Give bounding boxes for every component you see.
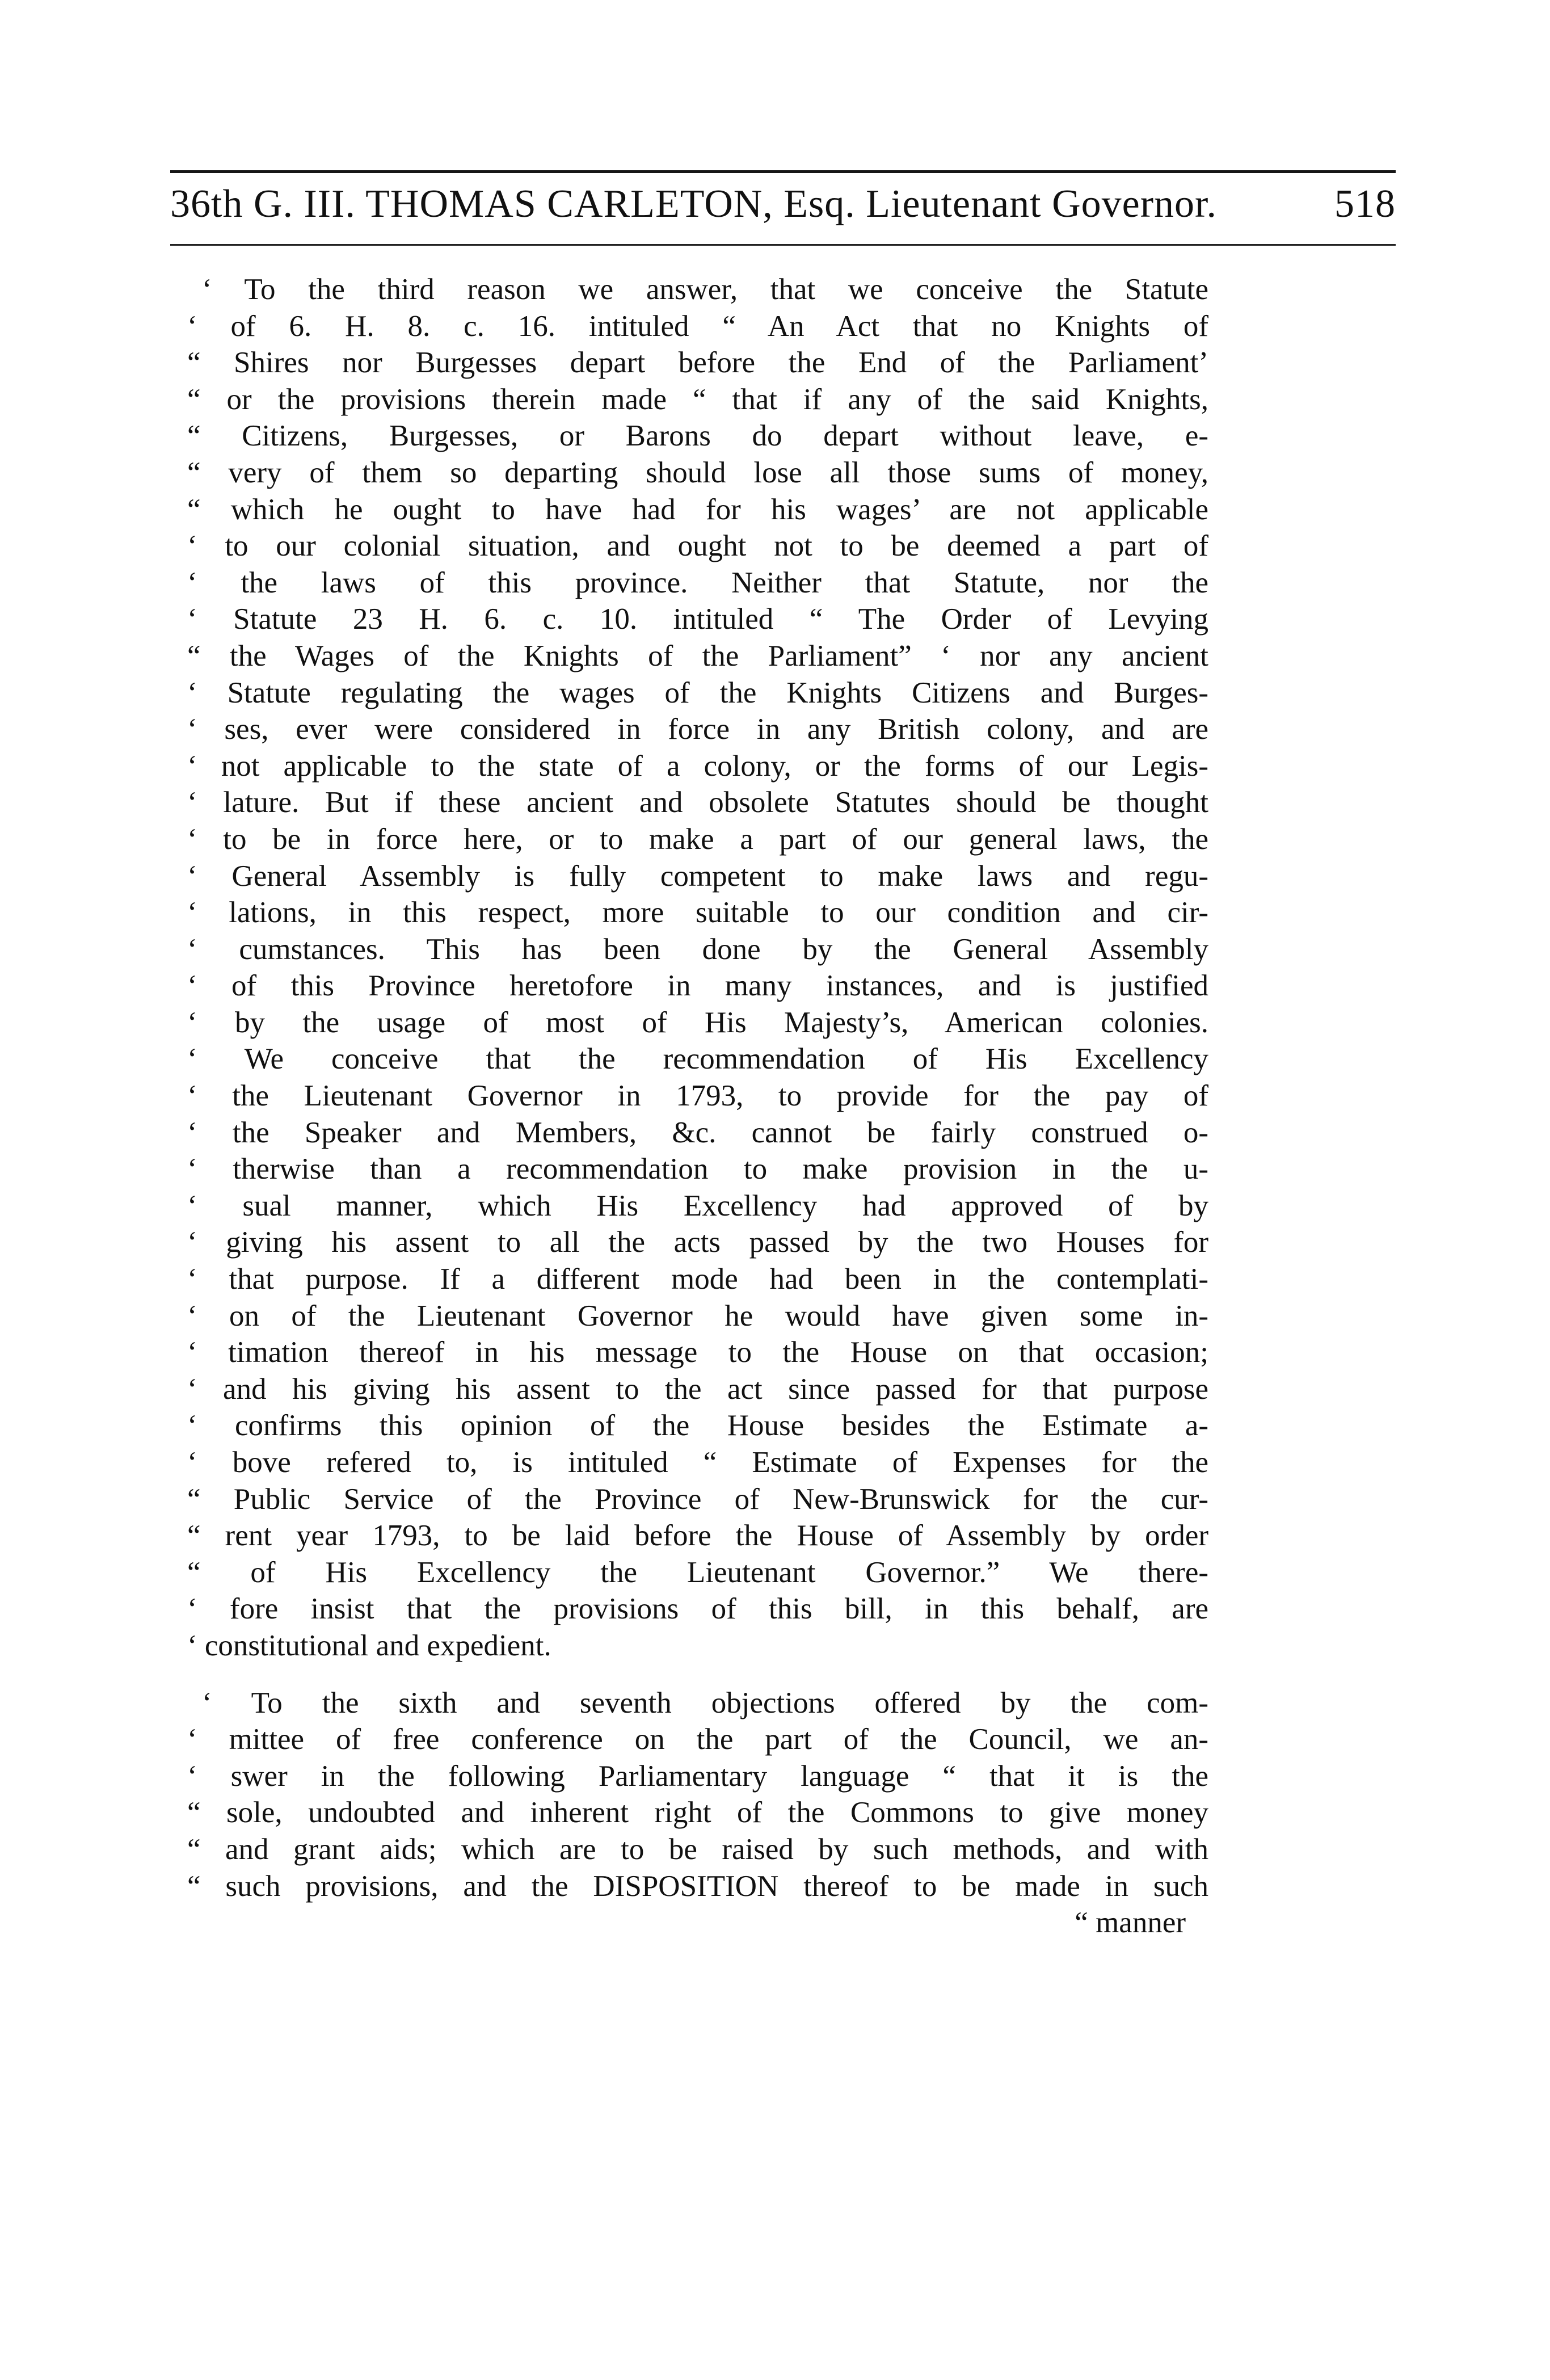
text-line: ‘ to our colonial situation, and ought not to be deemed a part of [187,529,1208,563]
text-line: ‘ by the usage of most of His Majesty’s, American colonies. [187,1006,1208,1039]
text-line: ‘ and his giving his assent to the act since passed for that purpose [187,1372,1208,1406]
paragraph-2 [187,1685,1208,1941]
text-line: “ Citizens, Burgesses, or Barons do depart without leave, e- [187,419,1208,453]
text-line: ‘ timation thereof in his message to the House on that occasion; [187,1336,1208,1369]
text-line: “ very of them so departing should lose all those sums of money, [187,456,1208,489]
text-line: “ rent year 1793, to be laid before the House of Assembly by order [187,1519,1208,1553]
paragraph-separator [187,1664,1208,1685]
text-line: ‘ the laws of this province. Neither that Statute, nor the [187,566,1208,599]
running-header [170,182,1396,238]
text-line: ‘ Statute 23 H. 6. c. 10. intituled “ The Order of Levying [187,603,1208,636]
text-line: “ or the provisions therein made “ that if any of the said Knights, [187,382,1208,416]
text-line: ‘ of this Province heretofore in many instances, and is justified [187,969,1208,1003]
text-line: “ such provisions, and the DISPOSITION thereof to be made in such [187,1869,1208,1903]
text-line: ‘ Statute regulating the wages of the Knights Citizens and Burges- [187,676,1208,709]
text-line: “ Public Service of the Province of New-Brunswick for the cur- [187,1482,1208,1516]
text-line: “ Shires nor Burgesses depart before the End of the Parliament’ [187,346,1208,380]
header-bottom-rule [170,244,1396,246]
page-number: 518 [1334,182,1396,226]
text-line: ‘ General Assembly is fully competent to make laws and regu- [187,859,1208,893]
header-top-rule [170,170,1396,173]
text-line: ‘ therwise than a recommendation to make provision in the u- [187,1153,1208,1186]
text-line: ‘ of 6. H. 8. c. 16. intituled “ An Act that no Knights of [187,309,1208,343]
text-line: ‘ giving his assent to all the acts passed by the two Houses for [187,1226,1208,1259]
text-line: “ of His Excellency the Lieutenant Governor.” We there- [187,1555,1208,1589]
text-line: ‘ cumstances. This has been done by the General Assembly [187,932,1208,966]
text-line: ‘ We conceive that the recommendation of His Excellency [187,1042,1208,1076]
text-line: ‘ the Speaker and Members, &c. cannot be fairly construed o- [187,1116,1208,1149]
text-line: ‘ fore insist that the provisions of this bill, in this behalf, are [187,1592,1208,1626]
text-line: ‘ sual manner, which His Excellency had approved of by [187,1189,1208,1222]
text-line: ‘ ses, ever were considered in force in any British colony, and are [187,713,1208,746]
text-line: ‘ constitutional and expedient. [187,1629,551,1662]
text-line: ‘ to be in force here, or to make a part of our general laws, the [187,822,1208,856]
text-line: ‘ on of the Lieutenant Governor he would have given some in- [187,1299,1208,1332]
text-line: ‘ To the third reason we answer, that we conceive the Statute [202,273,1208,306]
text-line: “ the Wages of the Knights of the Parliament” ‘ nor any ancient [187,639,1208,672]
text-line: ‘ To the sixth and seventh objections offered by the com- [202,1686,1208,1719]
text-line: ‘ swer in the following Parliamentary language “ that it is the [187,1759,1208,1793]
text-line: ‘ that purpose. If a different mode had been in the contemplati- [187,1263,1208,1296]
text-line: “ and grant aids; which are to be raised by such methods, and with [187,1832,1208,1866]
text-line: ‘ lature. But if these ancient and obsolete Statutes should be thought [187,786,1208,819]
text-line: ‘ confirms this opinion of the House besides the Estimate a- [187,1409,1208,1443]
text-line: “ sole, undoubted and inherent right of the Commons to give money [187,1796,1208,1830]
running-header-title: 36th G. III. THOMAS CARLETON, Esq. Lieutenant Governor. [170,182,1217,226]
body-text [187,271,1208,1941]
text-line: “ which he ought to have had for his wages’ are not applicable [187,493,1208,526]
text-line: ‘ lations, in this respect, more suitable to our condition and cir- [187,896,1208,930]
text-line: ‘ mittee of free conference on the part of the Council, we an- [187,1723,1208,1756]
paragraph-1 [187,271,1208,1664]
text-line: ‘ the Lieutenant Governor in 1793, to provide for the pay of [187,1079,1208,1113]
text-line: ‘ not applicable to the state of a colony, or the forms of our Legis- [187,749,1208,783]
text-line: “ manner [1075,1906,1186,1940]
text-line: ‘ bove refered to, is intituled “ Estimate of Expenses for the [187,1446,1208,1479]
